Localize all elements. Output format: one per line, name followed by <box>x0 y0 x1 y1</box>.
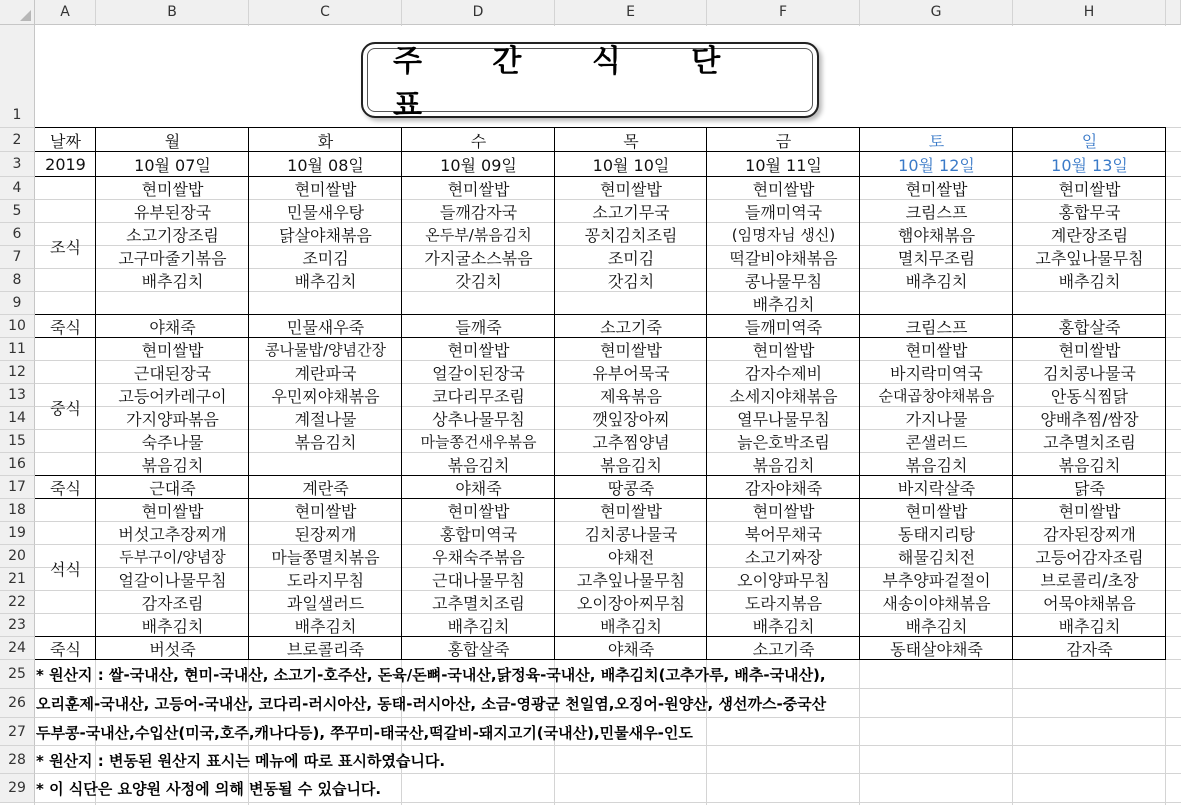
menu-item-cell[interactable]: 얼갈이나물무침 <box>118 571 227 590</box>
day-header-cell[interactable]: 일 <box>1081 131 1098 151</box>
menu-item-cell[interactable]: 소세지야채볶음 <box>729 387 838 406</box>
menu-item-cell[interactable]: 현미쌀밥 <box>141 502 204 521</box>
menu-item-cell[interactable]: 현미쌀밥 <box>294 180 357 199</box>
menu-item-cell[interactable]: 갓김치 <box>607 272 655 291</box>
menu-item-cell[interactable] <box>402 292 555 315</box>
menu-item-cell[interactable]: 배추김치 <box>294 617 357 636</box>
menu-item-cell[interactable]: 들깨감자국 <box>439 203 518 222</box>
menu-item-cell[interactable]: 크림스프 <box>905 203 968 222</box>
menu-item-cell[interactable]: 고추찜양념 <box>592 433 670 452</box>
menu-item-cell[interactable]: 볶음김치 <box>141 456 204 475</box>
menu-item-cell[interactable]: 민물새우죽 <box>286 318 365 337</box>
date-label-cell[interactable]: 날짜 <box>50 131 81 151</box>
menu-item-cell[interactable]: 계절나물 <box>294 410 357 429</box>
date-cell[interactable]: 10월 11일 <box>745 156 822 175</box>
menu-item-cell[interactable]: 양배추찜/쌈장 <box>1040 410 1139 429</box>
menu-item-cell[interactable]: 온두부/볶음김치 <box>425 226 532 244</box>
menu-item-cell[interactable]: 근대나물무침 <box>432 571 525 590</box>
menu-item-cell[interactable]: 야채전 <box>607 548 655 567</box>
menu-item-cell[interactable]: 배추김치 <box>752 295 815 314</box>
menu-item-cell[interactable]: 브로콜리죽 <box>286 640 365 659</box>
menu-item-cell[interactable]: 멸치무조림 <box>897 249 976 268</box>
menu-item-cell[interactable]: 우민찌야채볶음 <box>271 387 380 406</box>
menu-item-cell[interactable]: 소고기무국 <box>592 203 670 222</box>
menu-item-cell[interactable]: 콘샐러드 <box>905 433 968 452</box>
menu-item-cell[interactable]: 우채숙주볶음 <box>432 548 525 567</box>
menu-item-cell[interactable] <box>555 292 707 315</box>
row-header-25[interactable]: 25 <box>0 660 35 689</box>
menu-item-cell[interactable]: 떡갈비야채볶음 <box>729 249 838 268</box>
row-header-13[interactable]: 13 <box>0 384 35 407</box>
menu-item-cell[interactable]: 동태살야채죽 <box>890 640 983 659</box>
menu-item-cell[interactable]: 현미쌀밥 <box>600 180 662 199</box>
menu-item-cell[interactable]: 꽁치김치조림 <box>584 226 678 245</box>
origin-note[interactable]: * 이 식단은 요양원 사정에 의해 변동될 수 있습니다. <box>36 780 382 798</box>
column-header-C[interactable]: C <box>249 0 402 25</box>
menu-item-cell[interactable]: 고추멸치조림 <box>432 594 525 613</box>
menu-item-cell[interactable]: 버섯죽 <box>149 640 196 659</box>
menu-item-cell[interactable]: 현미쌀밥 <box>141 180 204 199</box>
row-header-19[interactable]: 19 <box>0 522 35 545</box>
menu-item-cell[interactable]: 배추김치 <box>294 272 357 291</box>
day-header-cell[interactable]: 목 <box>623 131 639 151</box>
row-header-17[interactable]: 17 <box>0 476 35 499</box>
row-header-2[interactable]: 2 <box>0 128 35 152</box>
menu-item-cell[interactable]: 콩나물무침 <box>744 272 823 291</box>
menu-item-cell[interactable]: 얼갈이된장국 <box>432 364 525 383</box>
menu-item-cell[interactable]: 숙주나물 <box>141 433 204 452</box>
menu-item-cell[interactable]: 마늘쫑건새우볶음 <box>420 433 537 451</box>
meal-label-cell[interactable]: 죽식 <box>50 318 81 337</box>
menu-item-cell[interactable]: 소고기장조림 <box>126 226 219 245</box>
date-cell[interactable]: 10월 10일 <box>592 156 670 175</box>
column-header-G[interactable]: G <box>860 0 1013 25</box>
menu-item-cell[interactable]: 고등어감자조림 <box>1035 548 1144 567</box>
menu-item-cell[interactable]: 계란파국 <box>294 364 357 383</box>
meal-label-cell[interactable]: 중식 <box>50 398 81 418</box>
menu-item-cell[interactable]: 바지락미역국 <box>890 364 983 383</box>
day-header-cell[interactable]: 월 <box>164 131 181 151</box>
menu-item-cell[interactable] <box>1013 292 1166 315</box>
menu-item-cell[interactable]: 야채죽 <box>455 479 502 498</box>
menu-item-cell[interactable]: 도라지볶음 <box>744 594 823 613</box>
menu-item-cell[interactable]: 들깨죽 <box>455 318 502 337</box>
day-header-cell[interactable]: 수 <box>470 131 487 151</box>
menu-item-cell[interactable]: 들깨미역죽 <box>744 318 823 337</box>
menu-item-cell[interactable]: 배추김치 <box>905 617 968 636</box>
menu-item-cell[interactable]: 갓김치 <box>455 272 502 291</box>
menu-item-cell[interactable]: 새송이야채볶음 <box>882 594 991 613</box>
menu-item-cell[interactable]: 계란장조림 <box>1050 226 1129 245</box>
menu-item-cell[interactable]: 고추잎나물무침 <box>576 571 686 590</box>
menu-item-cell[interactable]: 된장찌개 <box>294 525 357 544</box>
menu-item-cell[interactable]: 유부된장국 <box>133 203 212 222</box>
row-header-6[interactable]: 6 <box>0 223 35 246</box>
menu-item-cell[interactable]: (임명자님 생신) <box>731 226 836 244</box>
menu-item-cell[interactable]: 소고기죽 <box>752 640 815 659</box>
menu-item-cell[interactable]: 배추김치 <box>1058 272 1121 291</box>
meal-label-cell[interactable]: 죽식 <box>50 479 81 498</box>
menu-item-cell[interactable]: 현미쌀밥 <box>447 502 510 521</box>
date-cell[interactable]: 10월 13일 <box>1051 156 1128 175</box>
row-header-1[interactable]: 1 <box>0 25 35 128</box>
menu-item-cell[interactable]: 브로콜리/초장 <box>1040 571 1139 590</box>
menu-item-cell[interactable]: 야채죽 <box>607 640 655 659</box>
menu-item-cell[interactable]: 들깨미역국 <box>744 203 823 222</box>
date-cell[interactable]: 10월 08일 <box>287 156 364 175</box>
row-header-10[interactable]: 10 <box>0 315 35 338</box>
menu-item-cell[interactable]: 현미쌀밥 <box>447 341 510 360</box>
menu-item-cell[interactable] <box>96 292 249 315</box>
title-box <box>361 42 819 123</box>
date-cell[interactable]: 10월 07일 <box>134 156 211 175</box>
menu-item-cell[interactable]: 고구마줄기볶음 <box>118 249 227 268</box>
meal-label-cell[interactable]: 석식 <box>50 559 81 579</box>
menu-item-cell[interactable]: 감자조림 <box>141 594 204 613</box>
menu-item-cell[interactable]: 가지양파볶음 <box>126 410 219 429</box>
menu-item-cell[interactable]: 볶음김치 <box>600 456 662 475</box>
menu-item-cell[interactable]: 현미쌀밥 <box>752 502 815 521</box>
select-all-corner[interactable] <box>0 0 35 25</box>
menu-item-cell[interactable]: 콩나물밥/양념간장 <box>265 341 386 359</box>
menu-item-cell[interactable]: 동태지리탕 <box>897 525 976 544</box>
row-header-11[interactable]: 11 <box>0 338 35 361</box>
menu-item-cell[interactable]: 현미쌀밥 <box>447 180 510 199</box>
menu-item-cell[interactable]: 홍합살죽 <box>447 640 510 659</box>
menu-item-cell[interactable] <box>860 292 1013 315</box>
menu-item-cell[interactable]: 현미쌀밥 <box>905 502 968 521</box>
menu-item-cell[interactable]: 늙은호박조림 <box>737 433 830 452</box>
menu-item-cell[interactable]: 김치콩나물국 <box>1043 364 1136 383</box>
column-header-D[interactable]: D <box>402 0 555 25</box>
row-header-7[interactable]: 7 <box>0 246 35 269</box>
row-header-15[interactable]: 15 <box>0 430 35 453</box>
menu-item-cell[interactable]: 감자수제비 <box>744 364 823 383</box>
column-header-F[interactable]: F <box>707 0 860 25</box>
menu-item-cell[interactable]: 홍합살죽 <box>1058 318 1121 337</box>
menu-item-cell[interactable]: 북어무채국 <box>744 525 823 544</box>
menu-item-cell[interactable]: 배추김치 <box>1058 617 1121 636</box>
menu-item-cell[interactable]: 근대된장국 <box>133 364 212 383</box>
day-header-cell[interactable]: 금 <box>775 131 792 151</box>
row-header-16[interactable]: 16 <box>0 453 35 476</box>
menu-item-cell[interactable]: 볶음김치 <box>447 456 510 475</box>
row-header-27[interactable]: 27 <box>0 718 35 746</box>
menu-item-cell[interactable]: 햄야채볶음 <box>897 226 976 245</box>
menu-item-cell[interactable]: 홍합미역국 <box>439 525 518 544</box>
row-header-20[interactable]: 20 <box>0 545 35 568</box>
menu-item-cell[interactable]: 닭살야채볶음 <box>279 226 372 245</box>
menu-item-cell[interactable]: 안동식찜닭 <box>1050 387 1129 406</box>
menu-item-cell[interactable]: 현미쌀밥 <box>600 341 662 360</box>
menu-item-cell[interactable]: 땅콩죽 <box>607 479 655 498</box>
row-header-4[interactable]: 4 <box>0 177 35 200</box>
menu-item-cell[interactable]: 볶음김치 <box>752 456 815 475</box>
menu-item-cell[interactable]: 감자죽 <box>1066 640 1113 659</box>
menu-item-cell[interactable]: 어묵야채볶음 <box>1043 594 1136 613</box>
menu-item-cell[interactable]: 볶음김치 <box>905 456 968 475</box>
row-header-21[interactable]: 21 <box>0 568 35 591</box>
menu-item-cell[interactable]: 현미쌀밥 <box>905 341 968 360</box>
menu-item-cell[interactable]: 두부구이/양념장 <box>119 548 226 566</box>
menu-item-cell[interactable]: 과일샐러드 <box>286 594 365 613</box>
menu-item-cell[interactable]: 현미쌀밥 <box>600 502 662 521</box>
column-header-A[interactable]: A <box>35 0 96 25</box>
menu-item-cell[interactable]: 깻잎장아찌 <box>592 410 670 429</box>
menu-item-cell[interactable]: 소고기짜장 <box>744 548 823 567</box>
menu-item-cell[interactable]: 닭죽 <box>1074 479 1105 498</box>
page-title: 주 간 식 단 표 <box>393 44 751 123</box>
menu-item-cell[interactable]: 현미쌀밥 <box>752 180 815 199</box>
menu-item-cell[interactable]: 조미김 <box>302 249 349 268</box>
menu-item-cell[interactable] <box>249 453 402 476</box>
origin-note[interactable]: * 원산지 : 쌀-국내산, 현미-국내산, 소고기-호주산, 돈육/돈뼈-국내산,닭정육-국내산, 배추김치(고추가루, 배추-국내산), <box>36 666 826 684</box>
column-header-filler <box>1166 0 1181 25</box>
menu-item-cell[interactable]: 현미쌀밥 <box>752 341 815 360</box>
day-header-cell[interactable]: 토 <box>928 131 945 151</box>
menu-item-cell[interactable]: 현미쌀밥 <box>1058 341 1121 360</box>
menu-item-cell[interactable]: 배추김치 <box>752 617 815 636</box>
row-header-5[interactable]: 5 <box>0 200 35 223</box>
column-header-H[interactable]: H <box>1013 0 1166 25</box>
row-header-23[interactable]: 23 <box>0 614 35 637</box>
menu-item-cell[interactable]: 소고기죽 <box>600 318 662 337</box>
menu-item-cell[interactable]: 야채죽 <box>149 318 196 337</box>
row-header-14[interactable]: 14 <box>0 407 35 430</box>
day-header-cell[interactable]: 화 <box>317 131 334 151</box>
row-header-26[interactable]: 26 <box>0 689 35 718</box>
menu-item-cell[interactable]: 현미쌀밥 <box>141 341 204 360</box>
menu-item-cell[interactable]: 배추김치 <box>141 617 204 636</box>
row-header-28[interactable]: 28 <box>0 746 35 774</box>
menu-item-cell[interactable]: 상추나물무침 <box>432 410 525 429</box>
menu-item-cell[interactable]: 가지굴소스볶음 <box>424 249 533 268</box>
menu-item-cell[interactable]: 열무나물무침 <box>737 410 830 429</box>
menu-item-cell[interactable]: 고등어카레구이 <box>118 387 227 406</box>
menu-item-cell[interactable]: 고추멸치조림 <box>1043 433 1136 452</box>
menu-item-cell[interactable]: 김치콩나물국 <box>584 525 678 544</box>
menu-item-cell[interactable]: 부추양파겉절이 <box>882 571 991 590</box>
meal-label-cell[interactable]: 죽식 <box>50 640 81 659</box>
menu-item-cell[interactable]: 코다리무조림 <box>432 387 525 406</box>
date-cell[interactable]: 10월 12일 <box>898 156 975 175</box>
menu-item-cell[interactable]: 계란죽 <box>302 479 349 498</box>
origin-note[interactable]: 오리훈제-국내산, 고등어-국내산, 코다리-러시아산, 동태-러시아산, 소금-영광군 천일염,오징어-원양산, 생선까스-중국산 <box>36 695 827 713</box>
menu-item-cell[interactable]: 현미쌀밥 <box>294 502 357 521</box>
menu-item-cell[interactable]: 버섯고추장찌개 <box>118 525 227 544</box>
menu-item-cell[interactable] <box>249 292 402 315</box>
row-header-9[interactable]: 9 <box>0 292 35 315</box>
row-header-29[interactable]: 29 <box>0 774 35 803</box>
menu-item-cell[interactable]: 감자된장찌개 <box>1043 525 1136 544</box>
menu-item-cell[interactable]: 유부어묵국 <box>592 364 670 383</box>
origin-note[interactable]: 두부콩-국내산,수입산(미국,호주,캐나다등), 쭈꾸미-태국산,떡갈비-돼지고기(국내산),민물새우-인도 <box>36 723 693 742</box>
menu-item-cell[interactable]: 볶음김치 <box>1058 456 1121 475</box>
row-header-18[interactable]: 18 <box>0 499 35 522</box>
menu-item-cell[interactable]: 홍합무국 <box>1058 203 1121 222</box>
menu-item-cell[interactable]: 현미쌀밥 <box>905 180 968 199</box>
menu-item-cell[interactable]: 볶음김치 <box>294 433 357 452</box>
select-all-triangle-icon <box>20 10 31 21</box>
menu-item-cell[interactable]: 바지락살죽 <box>897 479 976 498</box>
origin-note[interactable]: * 원산지 : 변동된 원산지 표시는 메뉴에 따로 표시하였습니다. <box>36 751 446 770</box>
row-header-22[interactable]: 22 <box>0 591 35 614</box>
menu-item-cell[interactable]: 오이양파무침 <box>737 571 830 590</box>
menu-item-cell[interactable]: 조미김 <box>607 249 655 268</box>
date-cell[interactable]: 10월 09일 <box>440 156 517 175</box>
row-header-8[interactable]: 8 <box>0 269 35 292</box>
menu-item-cell[interactable]: 배추김치 <box>600 617 662 636</box>
menu-item-cell[interactable]: 해물김치전 <box>897 548 976 567</box>
column-header-B[interactable]: B <box>96 0 249 25</box>
menu-item-cell[interactable]: 현미쌀밥 <box>1058 502 1121 521</box>
menu-item-cell[interactable]: 배추김치 <box>447 617 510 636</box>
menu-item-cell[interactable]: 감자야채죽 <box>744 479 823 498</box>
menu-item-cell[interactable]: 근대죽 <box>149 479 196 498</box>
row-header-24[interactable]: 24 <box>0 637 35 660</box>
menu-item-cell[interactable]: 오이장아찌무침 <box>576 594 686 613</box>
row-header-12[interactable]: 12 <box>0 361 35 384</box>
row-header-3[interactable]: 3 <box>0 152 35 177</box>
column-header-E[interactable]: E <box>555 0 707 25</box>
menu-item-cell[interactable]: 제육볶음 <box>600 387 662 406</box>
menu-item-cell[interactable]: 마늘쫑멸치볶음 <box>271 548 380 567</box>
menu-item-cell[interactable]: 배추김치 <box>141 272 204 291</box>
menu-item-cell[interactable]: 크림스프 <box>905 318 968 337</box>
menu-item-cell[interactable]: 순대곱창야채볶음 <box>878 387 995 405</box>
year-cell[interactable]: 2019 <box>45 155 86 174</box>
menu-item-cell[interactable]: 도라지무침 <box>286 571 365 590</box>
menu-item-cell[interactable]: 현미쌀밥 <box>1058 180 1121 199</box>
menu-item-cell[interactable]: 가지나물 <box>905 410 968 429</box>
menu-item-cell[interactable]: 민물새우탕 <box>286 203 365 222</box>
menu-item-cell[interactable]: 배추김치 <box>905 272 968 291</box>
meal-label-cell[interactable]: 조식 <box>50 237 81 257</box>
menu-item-cell[interactable]: 고추잎나물무침 <box>1035 249 1144 268</box>
